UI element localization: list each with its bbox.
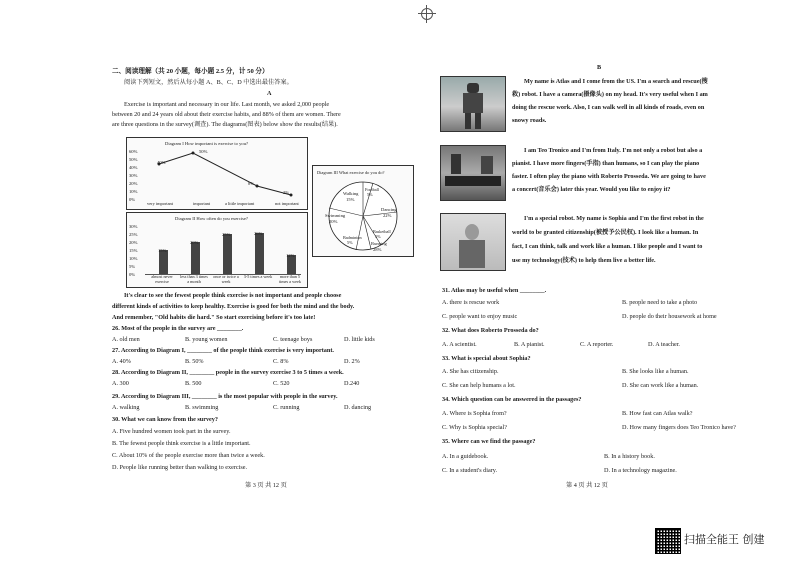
- diagram-1-title: Diagram I How important is exercise to you?: [165, 141, 249, 146]
- option[interactable]: C. A reporter.: [580, 341, 614, 348]
- option[interactable]: A. Where is Sophia from?: [442, 410, 507, 417]
- option[interactable]: B. In a history book.: [604, 453, 655, 460]
- option[interactable]: D. A teacher.: [648, 341, 680, 348]
- diagram-1: Diagram I How important is exercise to you? 60% 50% 40% 30% 20% 10% 0% 40% 50% 8% 2% very important important a little important not important: [126, 137, 308, 210]
- page-footer-right: 第 4 页 共 12 页: [566, 482, 608, 489]
- diagram-2: Diagram II How often do you exercise? 30% 25% 20% 15% 10% 5% 0% 15% 20% 25% 26% 12% almost never exercise less than 3 times a month once or twice a week 3-5 times a week more than 5 times a week: [126, 212, 308, 288]
- scanner-watermark: 扫描全能王 创建: [684, 533, 765, 546]
- option[interactable]: B. young women: [185, 336, 228, 343]
- option[interactable]: C. She can help humans a lot.: [442, 382, 516, 389]
- option[interactable]: D. In a technology magazine.: [604, 467, 677, 474]
- option[interactable]: B. The fewest people think exercise is a little important.: [112, 440, 251, 447]
- option[interactable]: D.240: [344, 380, 360, 387]
- bar-once-or-twice: [223, 234, 232, 274]
- teo-tronico-photo: [440, 145, 506, 201]
- qr-code-icon: [655, 528, 681, 554]
- bar-3-5-times: [255, 233, 264, 274]
- option[interactable]: A. She has citizenship.: [442, 368, 499, 375]
- option[interactable]: D. people do their housework at home: [622, 313, 717, 320]
- sophia-robot-photo: [440, 213, 506, 271]
- option[interactable]: D. People like running better than walking to exercise.: [112, 464, 248, 471]
- registration-mark: [421, 8, 433, 20]
- option[interactable]: D. little kids: [344, 336, 375, 343]
- option[interactable]: C. running: [273, 404, 300, 411]
- option[interactable]: C. people want to enjoy music: [442, 313, 518, 320]
- diagram-2-title: Diagram II How often do you exercise?: [175, 216, 248, 221]
- option[interactable]: D. 2%: [344, 358, 360, 365]
- option[interactable]: B. 50%: [185, 358, 204, 365]
- option[interactable]: C. In a student's diary.: [442, 467, 498, 474]
- option[interactable]: D. She can work like a human.: [622, 382, 699, 389]
- option[interactable]: A. A scientist.: [442, 341, 477, 348]
- option[interactable]: A. old men: [112, 336, 140, 343]
- diagram-3: Diagram III What exercise do you do? Walking 15% Football 5% Dancing 22% Swimming 20% Badminton 5% Basketball 5% Running 28%: [312, 165, 414, 257]
- option[interactable]: D. dancing: [344, 404, 372, 411]
- option[interactable]: B. She looks like a human.: [622, 368, 689, 375]
- diagram-1-line: [145, 150, 303, 198]
- option[interactable]: C. About 10% of the people exercise more than twice a week.: [112, 452, 265, 459]
- option[interactable]: A. there is rescue work: [442, 299, 500, 306]
- option[interactable]: B. swimming: [185, 404, 219, 411]
- section-title: 二、阅读理解（共 20 小题，每小题 2.5 分，计 50 分）: [112, 68, 269, 75]
- bar-less-than-3: [191, 242, 200, 274]
- option[interactable]: A. walking: [112, 404, 140, 411]
- option[interactable]: D. How many fingers does Teo Tronico have?: [622, 424, 736, 431]
- option[interactable]: C. Why is Sophia special?: [442, 424, 508, 431]
- option[interactable]: A. In a guidebook.: [442, 453, 489, 460]
- option[interactable]: B. people need to take a photo: [622, 299, 698, 306]
- page-footer-left: 第 3 页 共 12 页: [245, 482, 287, 489]
- instructions: 阅读下列短文，然后从每小题 A、B、C、D 中选出最佳答案。: [124, 79, 293, 86]
- option[interactable]: C. 520: [273, 380, 290, 387]
- option[interactable]: B. A pianist.: [514, 341, 545, 348]
- diagram-3-title: Diagram III What exercise do you do?: [317, 170, 385, 175]
- passage-label-b: B: [597, 64, 602, 71]
- option[interactable]: B. 500: [185, 380, 202, 387]
- option[interactable]: C. 8%: [273, 358, 289, 365]
- option[interactable]: A. 300: [112, 380, 129, 387]
- passage-label-a: A: [267, 90, 272, 97]
- option[interactable]: A. 40%: [112, 358, 131, 365]
- option[interactable]: C. teenage boys: [273, 336, 313, 343]
- option[interactable]: B. How fast can Atlas walk?: [622, 410, 693, 417]
- atlas-robot-photo: [440, 76, 506, 132]
- option[interactable]: A. Five hundred women took part in the survey.: [112, 428, 231, 435]
